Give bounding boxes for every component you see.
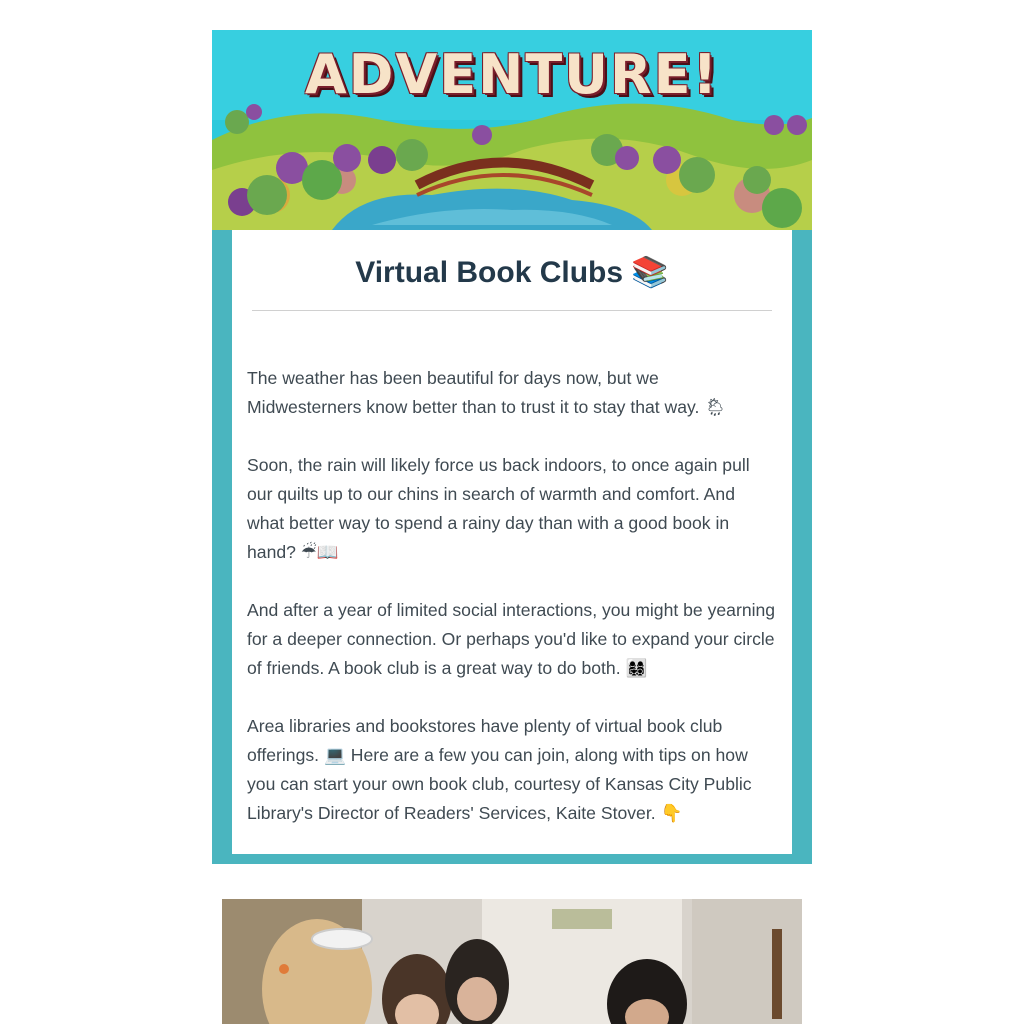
paragraph-offerings: Area libraries and bookstores have plenty of virtual book club offerings. 💻 Here are a few you can join, along with tips on how you can start your own book club, courtesy of Kansas City Public Library's Director of Readers' Services, Kaite Stover. 👇 (247, 716, 752, 823)
people-photo-illustration (222, 899, 802, 1024)
adventure-banner (212, 30, 812, 230)
title-divider (252, 310, 772, 311)
paragraph-weather: The weather has been beautiful for days now, but we Midwesterners know better than to trust it to stay that way. 🌦 (247, 368, 727, 417)
content-card (232, 230, 792, 854)
banner-title: ADVENTURE! (304, 43, 720, 106)
section-title: Virtual Book Clubs 📚 (355, 256, 669, 289)
content-card-frame (212, 230, 812, 864)
paragraph-rain: Soon, the rain will likely force us back indoors, to once again pull our quilts up to our chins in search of warmth and comfort. And what better way to spend a rainy day than with a good book in hand? ☔📖 (247, 455, 750, 562)
body-text (247, 364, 777, 857)
paragraph-connection: And after a year of limited social interactions, you might be yearning for a deeper connection. Or perhaps you'd like to expand your circle of friends. A book club is a great way to do both. 👩‍👩‍👧‍👦 (247, 600, 776, 678)
book-club-photo (222, 899, 802, 1024)
